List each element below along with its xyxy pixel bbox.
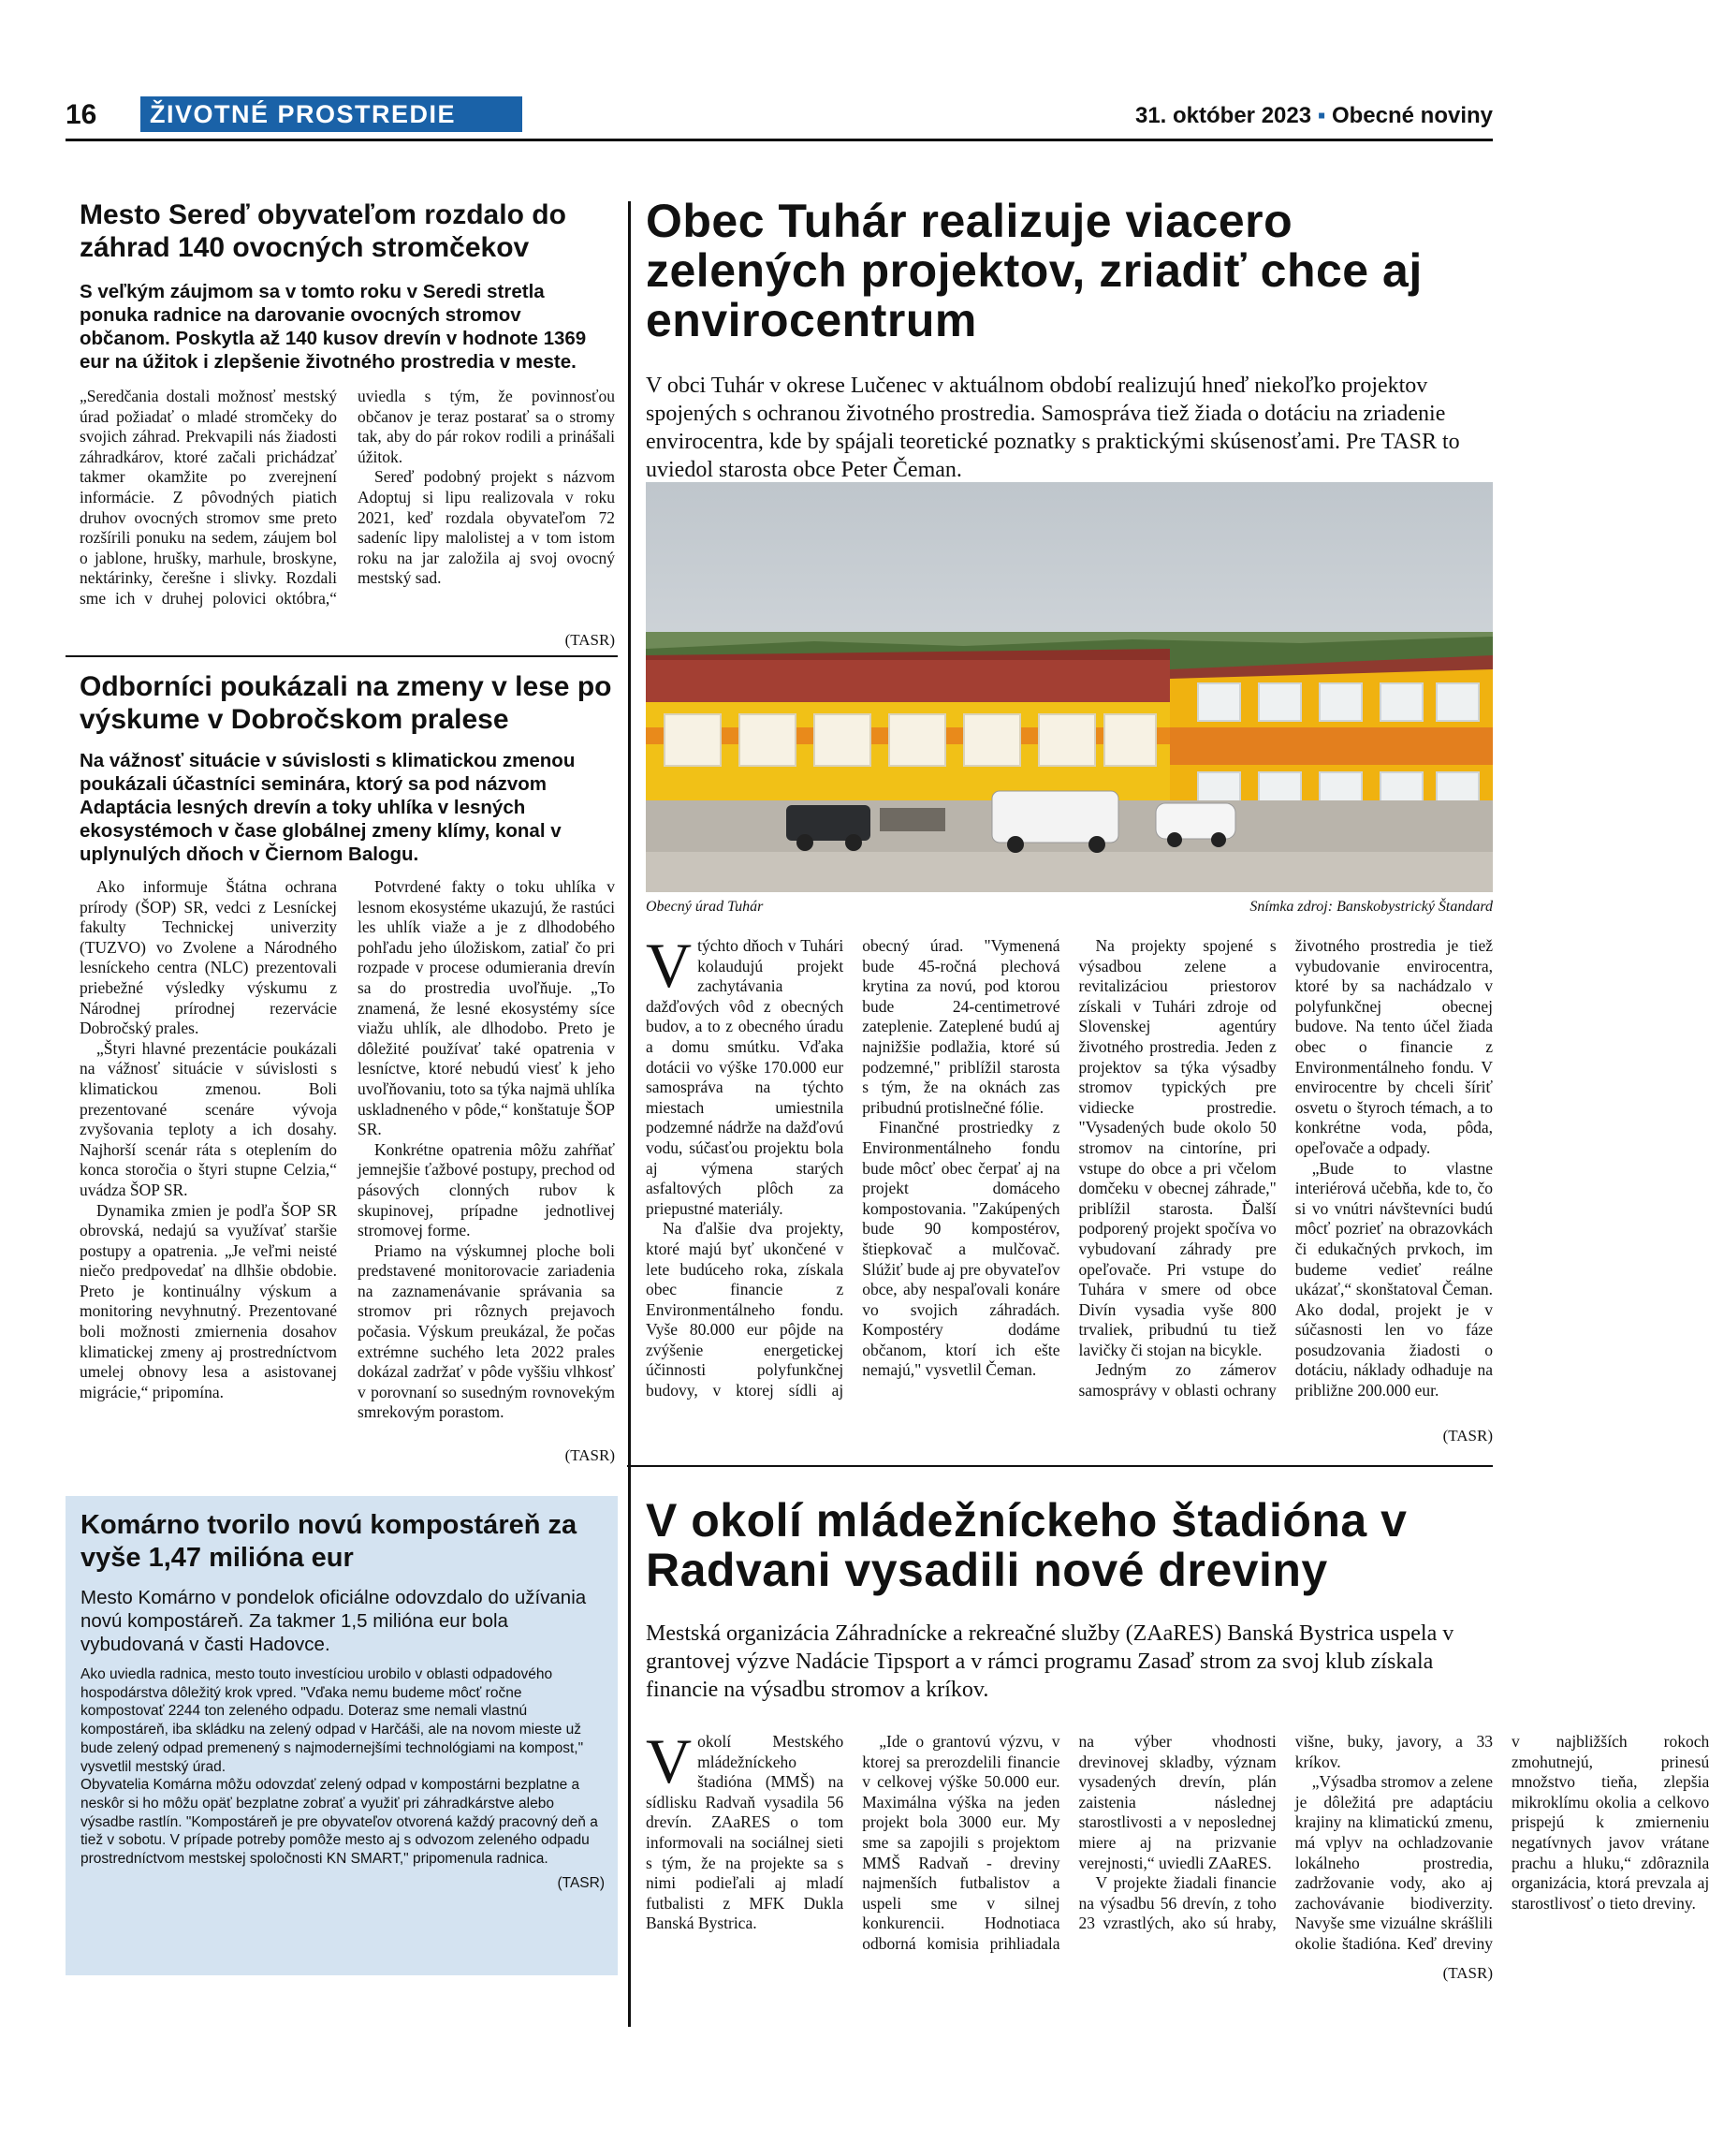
dropcap: V xyxy=(646,1725,693,1797)
lead: Na vážnosť situácie v súvislosti s klimatickou zmenou poukázali účastníci seminára, ktorý sa pod názvom Adaptácia lesných drevín a toky uhlíka v lesných ekosystémoch v čase globálnej zmeny klímy, konal v uplynulých dňoch v Čiernom Balogu. xyxy=(80,750,576,865)
paragraph: Ako informuje Štátna ochrana prírody (ŠOP) SR, vedci z Lesníckej fakulty Technickej univerzity (TUZVO) vo Zvolene a Národného lesníckeho centra (NLC) prezentovali priebežné výsledky výskumu z Národnej prírodnej rezervácie Dobročský prales. xyxy=(80,877,337,1038)
lead: S veľkým záujmom sa v tomto roku v Seredi stretla ponuka radnice na darovanie ovocných stromov občanom. Poskytla až 140 kusov drevín v hodnote 1369 eur na úžitok i zlepšenie životného prostredia v meste. xyxy=(80,281,587,373)
headline: V okolí mládežníckeho štadióna v Radvani vysadili nové dreviny xyxy=(646,1494,1408,1596)
headline: Mesto Sereď obyvateľom rozdalo do záhrad 140 ovocných stromčekov xyxy=(80,199,566,263)
article-body xyxy=(80,387,615,635)
article-radvan-body xyxy=(646,1725,1709,1958)
article-sered xyxy=(80,198,615,650)
article-radvan xyxy=(646,1496,1493,1704)
paragraph: Ako uviedla radnica, mesto touto investíciou urobilo v oblasti odpadového hospodárstva dôležitý krok vpred. "Vďaka nemu budeme môcť ročne kompostovať 2244 ton zeleného odpadu. Doteraz sme nemali vlastnú kompostáreň, iba skládku na zelený odpad v Harčáši, ale na novom mieste už bude zelený odpad premenený s najmodernejšími technológiami na kompost," vysvetlil mestský úrad. xyxy=(80,1666,584,1775)
paragraph: „Seredčania dostali možnosť mestský úrad požiadať o mladé stromčeky do svojich záhrad. Prekvapili nás žiadosti záhradkárov, ktoré začali prichádzať takmer okamžite po zverejnení informácie. Z pôvodných piatich druhov ovocných stromov sme preto rozšírili ponuku na sedem, záujem bol o jablone, hrušky, marhule, broskyne, nektárinky, čerešne i slivky. Rozdali sme ich v druhej polovici októbra,“ uviedla s tým, že povinnosťou občanov je teraz postarať sa o stromy tak, aby do pár rokov rodili a prinášali úžitok. xyxy=(80,387,615,608)
article-komarno-box xyxy=(66,1496,618,1975)
source-credit: (TASR) xyxy=(564,1446,615,1464)
source-credit: (TASR) xyxy=(1442,1964,1493,1982)
paragraph: Na ďalšie dva projekty, ktoré majú byť ukončené v lete budúceho roka, získala obec financie z Environmentálneho fondu. Vyše 80.000 eur pôjde na zvýšenie energetickej účinnosti polyfunkčnej budovy, v ktorej sídli aj obecný úrad. "Vymenená bude 45-ročná plechová krytina za novú, pod ktorou bude 24-centimetrové zateplenie. Zateplené budú aj najnižšie podlažia, ktoré sú podzemné," priblížil starosta s tým, že na oknách zas pribudnú protislnečné fólie. xyxy=(646,936,1060,1401)
masthead-rule xyxy=(66,139,1493,141)
article-tuhar-body xyxy=(646,930,1493,1425)
paragraph: Na projekty spojené s výsadbou zelene a revitalizáciou priestorov získali v Tuhári zdroje od Slovenskej agentúry životného prostredia. Jeden z projektov sa týka výsadby stromov typických pre vidiecke prostredie. "Vysadených bude okolo 50 stromov na cintoríne, pri vstupe do obce a pri včelom domčeku v obecnej záhrade," priblížil starosta. Ďalší podporený projekt spočíva vo vybudovaní záhrady pre opeľovače. Pri vstupe do Tuhára v smere od obce Divín vysadia vyše 800 trvaliek, pribudnú tu tiež lavičky či stojan na bicykle. xyxy=(1078,936,1277,1359)
headline: Odborníci poukázali na zmeny v lese po výskume v Dobročskom pralese xyxy=(80,671,612,735)
article-tuhar xyxy=(646,197,1493,484)
source-credit: (TASR) xyxy=(557,1874,605,1891)
photo-credit: Snímka zdroj: Banskobystrický Štandard xyxy=(1249,899,1493,915)
issue-date-line xyxy=(1135,103,1493,129)
paragraph: „Štyri hlavné prezentácie poukázali na vážnosť situácie v súvislosti s klimatickou zmenou. Boli prezentované scenáre vývoja zvyšovania teploty a ich dosahy. Najhorší scenár ráta s oteplením do konca storočia o štyri stupne Celzia,“ uvádza ŠOP SR. xyxy=(80,1038,337,1199)
paragraph: Potvrdené fakty o toku uhlíka v lesnom ekosystéme ukazujú, že rastúci les uhlík viaže a je z dlhodobého pohľadu jeho úložiskom, zatiaľ čo pri rozpade v procese odumierania drevín sa do prostredia uvoľňuje. „To znamená, že lesné ekosystémy síce viažu uhlík, ale dlhodobo. Preto je dôležité používať také opatrenia v lesníctve, ktoré nebudú viesť k jeho uvoľňovaniu, toto sa týka najmä uhlíka uskladneného v pôde,“ konštatuje ŠOP SR. xyxy=(358,877,615,1139)
issue-date: 31. október 2023 xyxy=(1134,103,1312,128)
lead: V obci Tuhár v okrese Lučenec v aktuálnom období realizujú hneď niekoľko projektov spojených s ochranou životného prostredia. Samospráva tiež žiada o dotáciu na zriadenie envirocentra, kde by spájali teoretické poznatky s praktickými skúsenosťami. Pre TASR to uviedol starosta obce Peter Čeman. xyxy=(646,374,1460,482)
article-separator xyxy=(627,1465,1493,1467)
article-body xyxy=(80,1665,605,1869)
paragraph: „Bude to vlastne interiérová učebňa, kde to, čo si vo vnútri návštevníci budú môcť pozrieť na obrazovkách či edukačných prvkoch, im budeme vedieť reálne ukázať,“ skonštatoval Čeman. Ako dodal, projekt je v súčasnosti len vo fáze posudzovania žiadosti o dotáciu, náklady odhaduje na približne 200.000 eur. xyxy=(1294,1158,1493,1401)
article-forest xyxy=(80,670,615,1465)
paragraph: „Výsadba stromov a zelene je dôležitá pre adaptáciu krajiny na klimatickú zmenu, má vplyv na ochladzovanie lokálneho prostredia, zadržovanie vody, ako aj zachovávanie biodiverzity. Navyše sme vizuálne skrášlili okolie štadióna. Keď dreviny v najbližších rokoch zmohutnejú, prinesú množstvo tieňa, zlepšia mikroklímu okolia a celkovo prispejú k zmierneniu negatívnych javov vrátane prachu a hluku,“ zdôraznila organizácia, ktorá prevzala aj starostlivosť o tieto dreviny. xyxy=(1294,1732,1709,1953)
paragraph: Vokolí Mestského mládežníckeho štadióna (MMŠ) na sídlisku Radvaň vysadila 56 drevín. ZAaRES o tom informovali na sociálnej sieti s tým, že na projekte sa s nimi podieľali aj mladí futbalisti z MFK Dukla Banská Bystrica. xyxy=(646,1725,844,1933)
headline: Obec Tuhár realizuje viacero zelených projektov, zriadiť chce aj envirocentrum xyxy=(646,195,1423,346)
publication-name: Obecné noviny xyxy=(1331,103,1493,128)
lead: Mestská organizácia Záhradnícke a rekreačné služby (ZAaRES) Banská Bystrica uspela v grantovej výzve Nadácie Tipsport a v rámci programu Zasaď strom za svoj klub získala financie na výsadbu stromov a kríkov. xyxy=(646,1621,1454,1702)
article-body xyxy=(80,877,615,1452)
paragraph: Sereď podobný projekt s názvom Adoptuj si lipu realizovala v roku 2021, keď rozdala obyvateľom 72 sadeníc lipy malolistej a v tom istom roku na jar založila aj svoj ovocný mestský sad. xyxy=(358,467,615,588)
paragraph: Konkrétne opatrenia môžu zahŕňať jemnejšie ťažbové postupy, prechod od pásových clonných rubov k skupinovej, prípadne jednotlivej stromovej forme. xyxy=(358,1139,615,1240)
paragraph: V projekte žiadali financie na výsadbu 56 drevín, z toho 23 vzrastlých, ako sú hraby, višne, buky, javory, a 33 kríkov. xyxy=(1078,1732,1493,1933)
photo-caption: Obecný úrad Tuhár xyxy=(646,899,764,915)
source-credit: (TASR) xyxy=(1442,1427,1493,1445)
paragraph: Vtýchto dňoch v Tuhári kolaudujú projekt zachytávania dažďových vôd z obecných budov, a to z obecného úradu a domu smútku. Vďaka dotácii vo výške 170.000 eur samospráva na týchto miestach umiestnila podzemné nádrže na dažďovú vodu, súčasťou projektu bola aj výmena starých asfaltových plôch za priepustné materiály. xyxy=(646,930,844,1218)
paragraph: „Ide o grantovú výzvu, v ktorej sa prerozdelili financie v celkovej výške 50.000 eur. Maximálna výška na jeden projekt bola 3000 eur. My sme sa zapojili s projektom MMŠ Radvaň - dreviny najmenších futbalistov a uspeli sme v silnej konkurencii. Hodnotiaca odborná komisia prihliadala na výber vhodnosti drevinovej skladby, význam vysadených drevín, plán zaistenia následnej starostlivosti a v neposlednej miere aj na prizvanie verejnosti,“ uviedli ZAaRES. xyxy=(862,1732,1277,1953)
photo-municipal-office xyxy=(646,482,1493,892)
headline: Komárno tvorilo novú kompostáreň za vyše 1,47 milióna eur xyxy=(80,1510,577,1573)
building-photo xyxy=(646,482,1493,892)
source-credit: (TASR) xyxy=(564,631,615,649)
paragraph: Finančné prostriedky z Environmentálneho fondu bude môcť obec čerpať aj na projekt domáceho kompostovania. "Zakúpených bude 90 kompostérov, štiepkovač a mulčovač. Slúžiť bude aj pre obyvateľov obce, aby nespaľovali konáre vo svojich záhradách. Kompostéry dodáme občanom, ktorí ich ešte nemajú," vysvetlil Čeman. xyxy=(862,1118,1060,1380)
column-divider xyxy=(628,201,631,2027)
paragraph: Priamo na výskumnej ploche boli predstavené monitorovacie zariadenia na zaznamenávanie správania sa stromov pri rôznych prejavoch počasia. Výskum preukázal, že počas extrémne suchého leta 2022 prales dokázal zadržať v pôde vyššiu vlhkosť v porovnaní so susedným rovnovekým smrekovým porastom. xyxy=(358,1240,615,1422)
paragraph: Dynamika zmien je podľa ŠOP SR obrovská, nedajú sa využívať staršie postupy a opatrenia. „Je veľmi neisté niečo predpovedať na dlhšie obdobie. Preto je kontinuálny výskum a monitoring nevyhnutný. Prezentované boli možnosti zmiernenia dosahov klimatickej zmeny aj prostredníctvom umelej obnovy lesa a asistovanej migrácie,“ pripomína. xyxy=(80,1200,337,1401)
article-separator xyxy=(66,655,618,657)
section-label: ŽIVOTNÉ PROSTREDIE xyxy=(140,96,522,132)
page-number: 16 xyxy=(66,99,97,130)
paragraph: Jedným zo zámerov samosprávy v oblasti ochrany životného prostredia je tiež vybudovanie envirocentra, ktoré by sa nachádzalo v polyfunkčnej obecnej budove. Na tento účel žiada obec o financie z Environmentálneho fondu. V envirocentre by chceli šíriť osvetu o štyroch témach, a to konkrétne voda, pôda, opeľovače a odpady. xyxy=(1078,936,1493,1401)
dropcap: V xyxy=(646,930,693,1001)
lead: Mesto Komárno v pondelok oficiálne odovzdalo do užívania novú kompostáreň. Za takmer 1,5 milióna eur bola vybudovaná v časti Hadovce. xyxy=(80,1587,587,1655)
paragraph: Obyvatelia Komárna môžu odovzdať zelený odpad v kompostárni bezplatne a neskôr si ho môžu opäť bezplatne zobrať a využiť pri záhradkárstve alebo výsadbe rastlín. "Kompostáreň je pre obyvateľov otvorená každý pracovný deň a tiež v sobotu. V prípade potreby pomôže mesto aj s odvozom zeleného odpadu prostredníctvom mestskej spoločnosti KN SMART," pripomenula radnica. xyxy=(80,1777,598,1868)
separator-square: ▪ xyxy=(1317,103,1326,128)
